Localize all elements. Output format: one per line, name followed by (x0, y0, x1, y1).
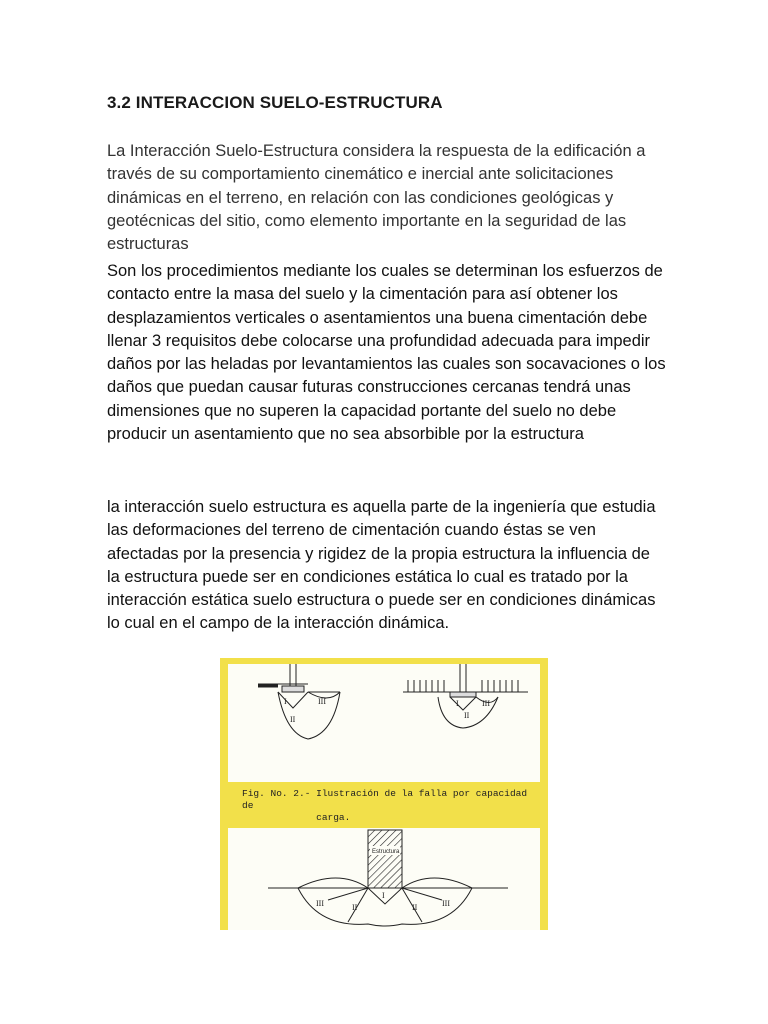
figure-failure-diagrams (228, 664, 540, 782)
section-title: 3.2 INTERACCION SUELO-ESTRUCTURA (107, 93, 443, 112)
figure-caption: Fig. No. 2.- Ilustración de la falla por capacidad de carga. (242, 788, 528, 823)
zone-label-bottom-three-right: III (442, 899, 450, 908)
zone-label-left-three: III (318, 697, 326, 706)
paragraph-interaction: la interacción suelo estructura es aquella parte de la ingeniería que estudia las deformaciones del terreno de cimentación cuando éstas se ven afectadas por la presencia y rigidez de la propia estructura la influencia de la estructura puede ser en condiciones estática lo cual es tratado por la interacción estática suelo estructura o puede ser en condiciones dinámicas lo cual en el campo de la interacción dinámica. (107, 498, 656, 633)
paragraph-intro: La Interacción Suelo-Estructura considera la respuesta de la edificación a través de su comportamiento cinemático e inercial ante solicitaciones dinámicas en el terreno, en relación con las condiciones geológicas y geotécnicas del sitio, como elemento importante en la seguridad de las estructuras (107, 142, 646, 254)
paragraph-procedures: Son los procedimientos mediante los cuales se determinan los esfuerzos de contacto entre la masa del suelo y la cimentación para así obtener los desplazamientos verticales o asentamientos una buena cimentación debe llenar 3 requisitos debe colocarse una profundidad adecuada para impedir daños por las heladas por levantamientos las cuales son socavaciones o los daños que puedan causar futuras construcciones cercanas tendrá unas dimensiones que no superen la capacidad portante del suelo no debe producir un asentamiento que no sea absorbible por la estructura (107, 262, 666, 444)
zone-label-right-one: I (456, 699, 459, 708)
structure-label: Estructura (372, 849, 400, 855)
zone-label-left-two: II (290, 715, 296, 724)
figure-structure-diagram (228, 828, 540, 930)
zone-label-bottom-two-left: II (352, 903, 358, 912)
figure-bearing-capacity (220, 658, 548, 930)
zone-label-bottom-three-left: III (316, 899, 324, 908)
structure-failure-drawing (228, 828, 540, 930)
zone-label-right-three: III (482, 699, 490, 708)
zone-label-bottom-two-right: II (412, 903, 418, 912)
zone-label-right-two: II (464, 711, 470, 720)
footing-failure-drawing (228, 664, 540, 782)
zone-label-bottom-one: I (382, 891, 385, 900)
zone-label-left-one: I (284, 697, 287, 706)
